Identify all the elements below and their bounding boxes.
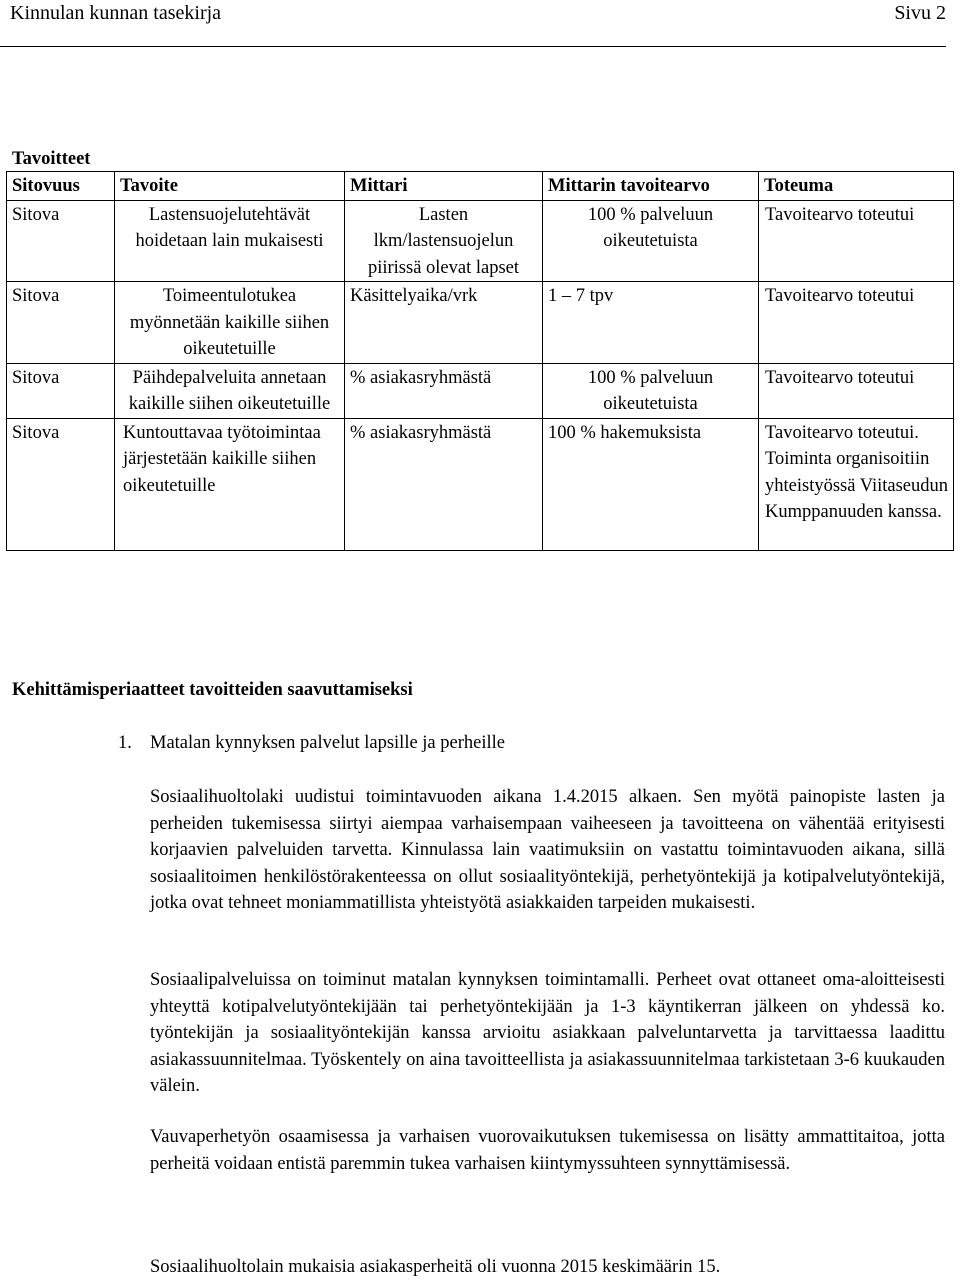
goal-cell: Toimeentulotukea myönnetään kaikille siihen oikeutetuille (115, 282, 345, 364)
table-row (7, 200, 954, 282)
column-header-metric: Mittari (345, 172, 543, 201)
table-row (7, 418, 954, 550)
binding-cell: Sitova (7, 282, 115, 364)
goal-cell: Kuntouttavaa työtoimintaa järjestetään kaikille siihen oikeutetuille (115, 418, 345, 550)
paragraph: Sosiaalipalveluissa on toiminut matalan kynnyksen toimintamalli. Perheet ovat ottaneet oma-aloitteisesti yhteyttä kotipalvelutyöntekijään tai perhetyöntekijään ja 1-3 käyntikerran jälkeen on yhdessä ko. työntekijän ja sosiaalityöntekijän kanssa arvioitu asiakkaan palveluntarvetta ja tarvittaessa laadittu asiakassuunnitelmaa. Työskentely on aina tavoitteellista ja asiakassuunnitelmaa tarkistetaan 3-6 kuukauden välein. (150, 970, 945, 1096)
binding-cell: Sitova (7, 363, 115, 418)
metric-cell: Lasten lkm/lastensuojelun piirissä olevat lapset (345, 200, 543, 282)
list-number: 1. (118, 733, 132, 753)
table-row (7, 282, 954, 364)
column-header-goal: Tavoite (115, 172, 345, 201)
list-item-text: Matalan kynnyksen palvelut lapsille ja perheille (150, 733, 505, 753)
binding-cell: Sitova (7, 200, 115, 282)
paragraph: Sosiaalihuoltolaki uudistui toimintavuoden aikana 1.4.2015 alkaen. Sen myötä painopiste lasten ja perheiden tukemisessa siirtyi aiempaa varhaisempaan vaiheeseen ja tavoitteena on vähentää erityisesti korjaavien palveluiden tarvetta. Kinnulassa lain vaatimuksiin on vastattu toimintavuoden aikana, sillä sosiaalitoimen henkilöstörakenteessa on ollut sosiaalityöntekijä, perhetyöntekijä ja kotipalvelutyöntekijä, jotka ovat tehneet moniammatillista yhteistyötä asiakkaiden tarpeiden mukaisesti. (150, 787, 945, 913)
paragraph: Vauvaperhetyön osaamisessa ja varhaisen vuorovaikutuksen tukemisessa on lisätty ammattitaitoa, jotta perheitä voidaan entistä paremmin tukea varhaisen kiintymyssuhteen synnyttämisessä. (150, 1127, 945, 1174)
goals-table (6, 171, 954, 551)
binding-cell: Sitova (7, 418, 115, 550)
outcome-cell: Tavoitearvo toteutui (759, 282, 954, 364)
column-header-target: Mittarin tavoitearvo (543, 172, 759, 201)
numbered-list-item (118, 730, 505, 757)
goal-cell: Lastensuojelutehtävät hoidetaan lain mukaisesti (115, 200, 345, 282)
development-heading: Kehittämisperiaatteet tavoitteiden saavuttamiseksi (12, 680, 413, 700)
table-row (7, 363, 954, 418)
document-title: Kinnulan kunnan tasekirja (10, 2, 222, 24)
metric-cell: % asiakasryhmästä (345, 363, 543, 418)
column-header-outcome: Toteuma (759, 172, 954, 201)
page-number: Sivu 2 (894, 2, 946, 24)
column-header-binding: Sitovuus (7, 172, 115, 201)
goal-cell: Päihdepalveluita annetaan kaikille siihen oikeutetuille (115, 363, 345, 418)
table-header-row (7, 172, 954, 201)
target-cell: 100 % palveluun oikeutetuista (543, 200, 759, 282)
outcome-cell: Tavoitearvo toteutui (759, 200, 954, 282)
section-title: Tavoitteet (12, 149, 91, 169)
outcome-cell: Tavoitearvo toteutui. Toiminta organisoitiin yhteistyössä Viitaseudun Kumppanuuden kanssa. (759, 418, 954, 550)
metric-cell: % asiakasryhmästä (345, 418, 543, 550)
metric-cell: Käsittelyaika/vrk (345, 282, 543, 364)
paragraph: Sosiaalihuoltolain mukaisia asiakasperheitä oli vuonna 2015 keskimäärin 15. (150, 1257, 721, 1277)
target-cell: 100 % hakemuksista (543, 418, 759, 550)
outcome-cell: Tavoitearvo toteutui (759, 363, 954, 418)
page-header (0, 0, 946, 47)
target-cell: 100 % palveluun oikeutetuista (543, 363, 759, 418)
target-cell: 1 – 7 tpv (543, 282, 759, 364)
